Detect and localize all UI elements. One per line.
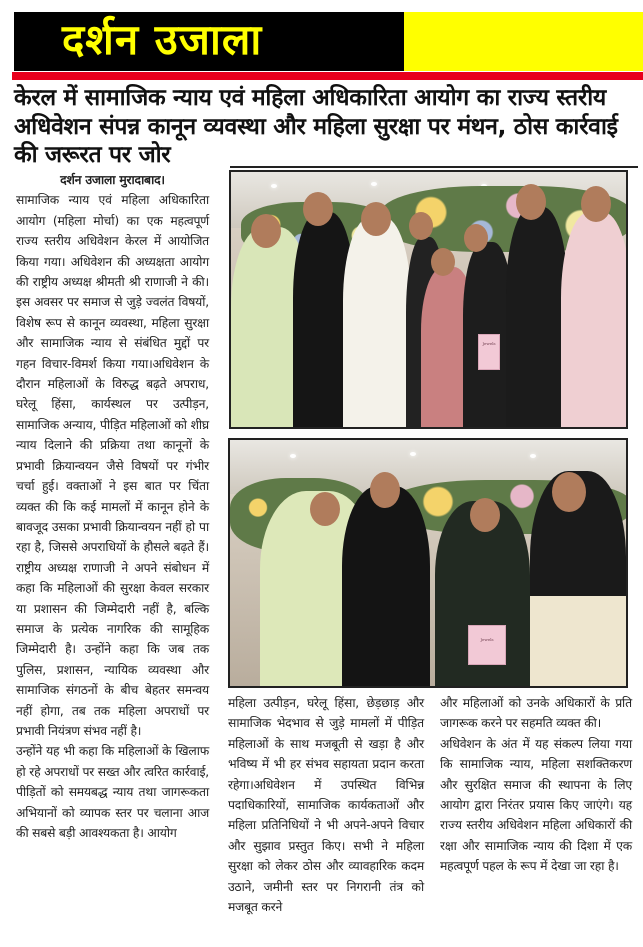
person-head <box>370 472 400 508</box>
ceiling-light <box>530 454 536 458</box>
article-headline: केरल में सामाजिक न्याय एवं महिला अधिकारिता आयोग का राज्य स्तरीय अधिवेशन संपन्न कानून व्यवस्था और महिला सुरक्षा पर मंथन, ठोस कार्रवाई की जरूरत पर जोर <box>14 85 618 168</box>
photo-scene <box>231 172 626 427</box>
person-head <box>470 498 500 532</box>
photo-card-handover <box>228 438 628 688</box>
person-head <box>361 202 391 236</box>
article-column-1 <box>16 170 209 843</box>
person <box>343 217 411 427</box>
headline-underline <box>230 166 638 168</box>
ceiling-light <box>290 454 296 458</box>
photo-group-event <box>229 170 628 429</box>
masthead-red-rule <box>12 72 643 80</box>
ceiling-light <box>371 182 377 186</box>
person-head <box>581 186 611 222</box>
paragraph: और महिलाओं को उनके अधिकारों के प्रति जागरूक करने पर सहमति व्यक्त की। <box>440 696 632 731</box>
paragraph: महिला उत्पीड़न, घरेलू हिंसा, छेड़छाड़ और सामाजिक भेदभाव से जुड़े मामलों में पीड़ित महिलाओं के साथ मजबूती से खड़ा है और भविष्य में भी हर संभव सहायता प्रदान करता रहेगा।अधिवेशन में उपस्थित विभिन्न पदाधिकारियों, सामाजिक कार्यकताओं और महिला प्रतिनिधियों ने भी अपने-अपने विचार और सुझाव प्रस्तुत किए। सभी ने महिला सुरक्षा को लेकर ठोस और व्यावहारिक कदम उठाने, जमीनी स्तर पर निगरानी तंत्र को मजबूत करने <box>228 696 424 915</box>
paragraph: उन्होंने यह भी कहा कि महिलाओं के खिलाफ हो रहे अपराधों पर सख्त और त्वरित कार्रवाई, पीड़ितों को समयबद्ध न्याय तथा जागरूकता अभियानों को व्यापक स्तर पर चलाना आज की सबसे बड़ी आवश्यकता है। आयोग <box>16 744 209 840</box>
photo-scene <box>230 440 626 686</box>
paragraph: अधिवेशन के अंत में यह संकल्प लिया गया कि सामाजिक न्याय, महिला सशक्तिकरण और सुरक्षित समाज की स्थापना के लिए आयोग द्वारा निरंतर प्रयास किए जाएंगे। यह राज्य स्तरीय अधिवेशन महिला अधिकारों की रक्षा और सामाजिक न्याय की दिशा में एक महत्वपूर्ण पहल के रूप में देखा जा रहा है। <box>440 736 632 874</box>
person <box>561 212 628 427</box>
ceiling-light <box>271 184 277 188</box>
ceiling-light <box>410 452 416 456</box>
article-column-2 <box>228 693 424 917</box>
article-column-3 <box>440 693 632 877</box>
person-head <box>464 224 488 252</box>
person-head <box>409 212 433 240</box>
person <box>342 486 430 686</box>
dateline: दर्शन उजाला मुरादाबाद। <box>60 173 165 187</box>
mundu <box>530 596 626 686</box>
person-head <box>431 248 455 276</box>
masthead <box>0 0 643 80</box>
person <box>506 207 568 427</box>
paragraph: सामाजिक न्याय एवं महिला अधिकारिता आयोग (महिला मोर्चा) का एक महत्वपूर्ण राज्य स्तरीय अधिवेशन केरल में आयोजित किया गया। अधिवेशन की अध्यक्षता आयोग की राष्ट्रीय अध्यक्ष श्रीमती श्री राणाजी ने की। इस अवसर पर समाज से जुड़े ज्वलंत विषयों, विशेष रूप से कानून व्यवस्था, महिला सुरक्षा और सामाजिक न्याय से संबंधित मुद्दों पर गहन विचार-विमर्श किया गया।अधिवेशन के दौरान महिलाओं के विरुद्ध बढ़ते अपराध, घरेलू हिंसा, कार्यस्थल पर उत्पीड़न, सामाजिक अन्याय, पीड़ित महिलाओं को शीघ्र न्याय दिलाने की प्रक्रिया तथा कानूनों के प्रभावी क्रियान्वयन जैसे विषयों पर गंभीर चर्चा हुई। वक्ताओं ने इस बात पर चिंता व्यक्त की कि कई मामलों में कानून होने के बावजूद उसका प्रभावी क्रियान्वयन नहीं हो पा रहा है, जिससे अपराधियों के हौसले बढ़ते हैं।राष्ट्रीय अध्यक्ष राणाजी ने अपने संबोधन में कहा कि महिलाओं की सुरक्षा केवल सरकार या प्रशासन की जिम्मेदारी नहीं है, बल्कि समाज के प्रत्येक नागरिक की सामूहिक जिम्मेदारी है। उन्होंने कहा कि जब तक पुलिस, प्रशासन, न्यायिक व्यवस्था और सामाजिक संगठनों के बीच बेहतर समन्वय नहीं होगा, तब तक महिला अपराधों पर प्रभावी नियंत्रण संभव नहीं है। <box>16 193 209 738</box>
person-head <box>310 492 340 526</box>
gift-bag: Jewels <box>478 334 500 370</box>
person-head <box>552 472 586 512</box>
masthead-yellow-band <box>404 12 643 71</box>
person-head <box>516 184 546 220</box>
gift-bag: Jewels <box>468 625 506 665</box>
person-head <box>303 192 333 226</box>
person-head <box>251 214 281 248</box>
newspaper-title: दर्शन उजाला <box>62 15 263 64</box>
